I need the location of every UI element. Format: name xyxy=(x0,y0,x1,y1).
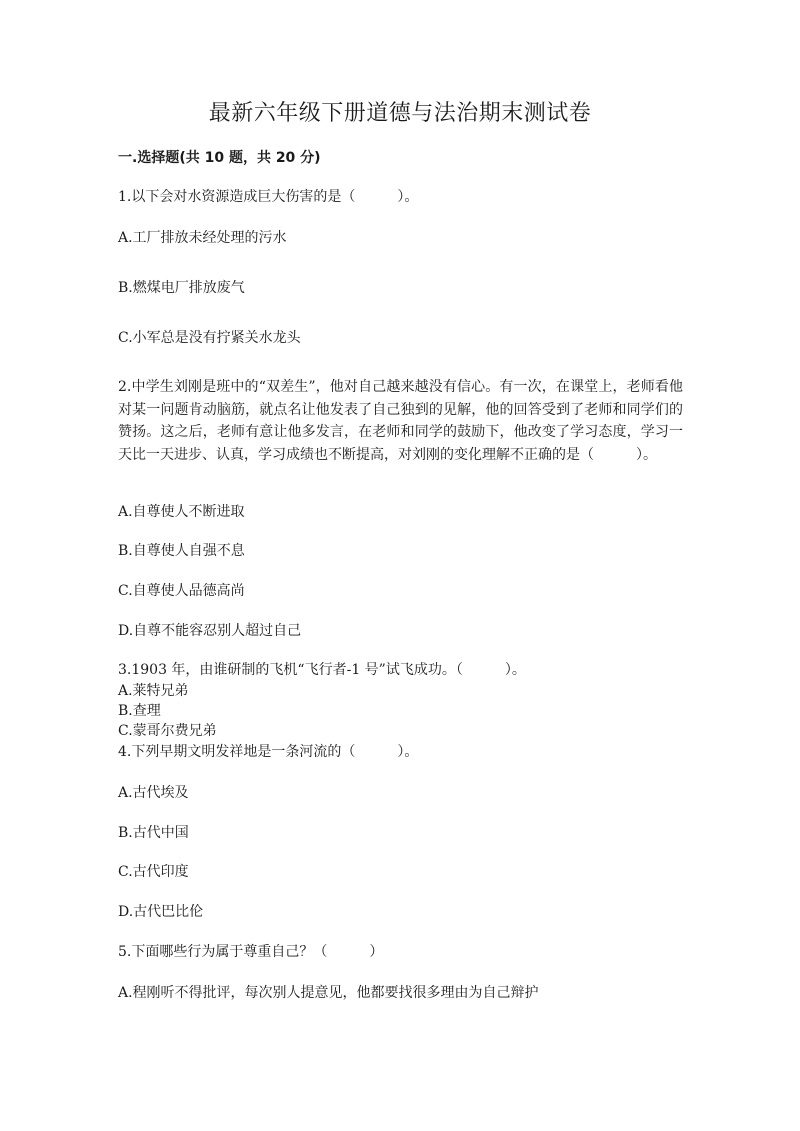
question-2-option-b: B.自尊使人自强不息 xyxy=(118,543,245,559)
question-4-option-b: B.古代中国 xyxy=(118,825,189,841)
question-2-option-a: A.自尊使人不断进取 xyxy=(118,504,245,520)
question-4-option-a: A.古代埃及 xyxy=(118,785,189,801)
question-2-stem: 2.中学生刘刚是班中的“双差生”，他对自己越来越没有信心。有一次，在课堂上，老师看他对某一问题肯动脑筋，就点名让他发表了自己独到的见解，他的回答受到了老师和同学们的赞扬。这之后，老师有意让他多发言，在老师和同学的鼓励下，他改变了学习态度，学习一天比一天进步、认真，学习成绩也不断提高，对刘刚的变化理解不正确的是（ ）。 xyxy=(118,379,683,463)
section-heading: 一.选择题(共 10 题，共 20 分) xyxy=(118,150,321,166)
question-3-option-a: A.莱特兄弟 xyxy=(118,683,189,699)
question-4-stem: 4.下列早期文明发祥地是一条河流的（ ）。 xyxy=(118,744,419,760)
question-3-option-b: B.查理 xyxy=(118,703,161,719)
question-5-option-a: A.程刚听不得批评，每次别人提意见，他都要找很多理由为自己辩护 xyxy=(118,985,539,1001)
question-1-stem: 1.以下会对水资源造成巨大伤害的是（ ）。 xyxy=(118,189,419,205)
question-1-option-b: B.燃煤电厂排放废气 xyxy=(118,280,245,296)
question-4-option-c: C.古代印度 xyxy=(118,864,189,880)
question-3-stem: 3.1903 年，由谁研制的飞机“飞行者-1 号”试飞成功。（ ）。 xyxy=(118,662,526,678)
question-1-option-c: C.小军总是没有拧紧关水龙头 xyxy=(118,330,301,346)
question-5-stem: 5.下面哪些行为属于尊重自己？（ ） xyxy=(118,944,384,960)
question-2-option-d: D.自尊不能容忍别人超过自己 xyxy=(118,623,302,639)
question-1-option-a: A.工厂排放未经处理的污水 xyxy=(118,230,287,246)
question-3-option-c: C.蒙哥尔费兄弟 xyxy=(118,723,217,739)
question-2-option-c: C.自尊使人品德高尚 xyxy=(118,583,245,599)
question-4-option-d: D.古代巴比伦 xyxy=(118,904,204,920)
page-title: 最新六年级下册道德与法治期末测试卷 xyxy=(208,101,592,126)
